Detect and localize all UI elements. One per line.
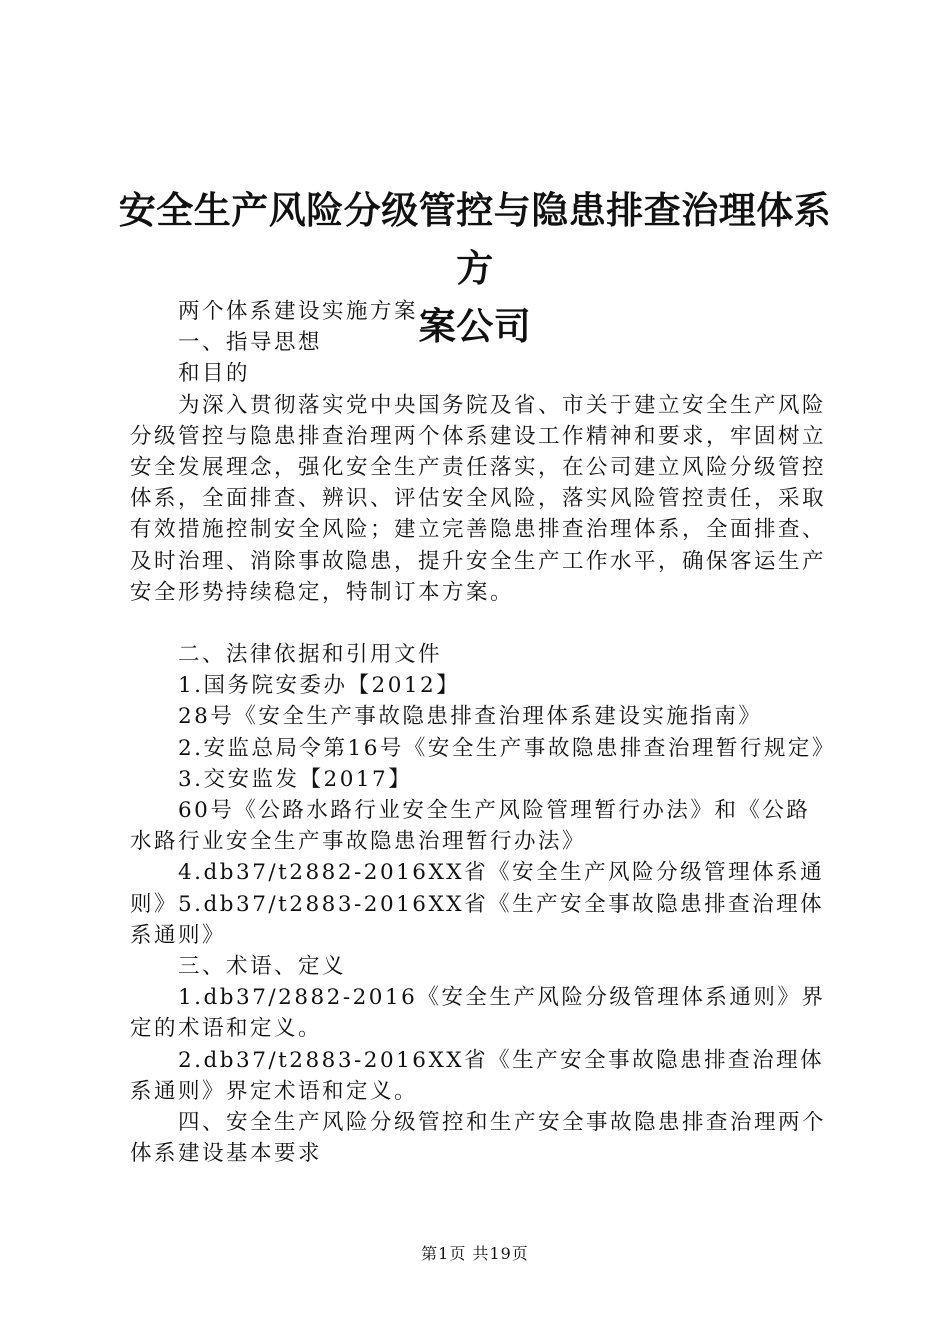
paragraph: 和目的 [178, 361, 251, 387]
list-item: 2.安监总局令第16号《安全生产事故隐患排查治理暂行规定》 [178, 735, 836, 761]
title-line-1: 安全生产风险分级管控与隐患排查治理体系方 [118, 189, 832, 290]
list-item: 1.db37/2882-2016《安全生产风险分级管理体系通则》界定的术语和定义。 [130, 985, 826, 1042]
paragraph-gap [130, 608, 830, 639]
list-item: 4.db37/t2882-2016XX省《安全生产风险分级管理体系通则》5.db37/t2883-2016XX省《生产安全事故隐患排查治理体系通则》 [130, 860, 825, 948]
list-item: 1.国务院安委办【2012】 [178, 673, 461, 699]
section-heading: 四、安全生产风险分级管控和生产安全事故隐患排查治理两个体系建设基本要求 [130, 1110, 827, 1167]
list-item: 60号《公路水路行业安全生产风险管理暂行办法》和《公路水路行业安全生产事故隐患治理暂行办法》 [130, 798, 811, 855]
paragraph: 两个体系建设实施方案 [178, 299, 419, 324]
title-line-2: 案公司 [418, 305, 532, 348]
paragraph: 为深入贯彻落实党中央国务院及省、市关于建立安全生产风险分级管控与隐患排查治理两个体系建设工作精神和要求，牢固树立安全发展理念，强化安全生产责任落实，在公司建立风险分级管控体系，全面排查、辨识、评估安全风险，落实风险管控责任，采取有效措施控制安全风险；建立完善隐患排查治理体系，全面排查、及时治理、消除事故隐患，提升安全生产工作水平，确保客运生产安全形势持续稳定，特制订本方案。 [130, 392, 827, 605]
section-heading: 三、术语、定义 [178, 954, 347, 980]
document-body [130, 296, 836, 1169]
list-item: 3.交安监发【2017】 [178, 766, 413, 792]
section-heading: 二、法律依据和引用文件 [178, 642, 443, 668]
section-heading: 一、指导思想 [178, 330, 323, 356]
list-item: 2.db37/t2883-2016XX省《生产安全事故隐患排查治理体系通则》界定术语和定义。 [130, 1047, 825, 1104]
page-footer: 第1页 共19页 [421, 1244, 529, 1263]
list-item: 28号《安全生产事故隐患排查治理体系建设实施指南》 [178, 704, 763, 730]
